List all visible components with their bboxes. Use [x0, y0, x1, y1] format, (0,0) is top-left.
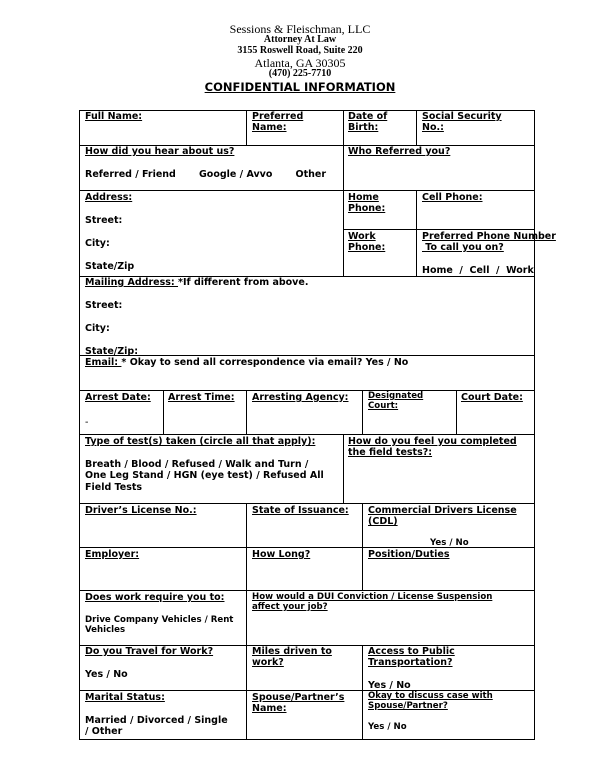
attorney-title: Attorney At Law [263, 34, 337, 45]
discuss-case-yes-no[interactable]: Yes / No [368, 722, 407, 732]
mailing-address-title: Mailing Address: [85, 277, 179, 288]
preferred-phone-options[interactable]: Home / Cell / Work [422, 265, 534, 276]
ssn-label-2: No.: [422, 122, 444, 133]
spouse-name-label-2: Name: [252, 703, 287, 714]
hear-about-options[interactable]: Referred / Friend Google / Avvo Other [85, 169, 327, 180]
arrest-date-dash: - [85, 417, 89, 428]
full-name-label: Full Name: [85, 111, 143, 122]
marital-options-2[interactable]: / Other [85, 726, 123, 737]
preferred-name-label-1: Preferred [252, 111, 304, 122]
firm-address: 3155 Roswell Road, Suite 220 [237, 45, 363, 56]
mailing-street-label: Street: [85, 300, 123, 311]
travel-work-label: Do you Travel for Work? [85, 646, 214, 657]
discuss-case-label-2: Spouse/Partner? [368, 701, 448, 711]
firm-city: Atlanta, GA 30305 [254, 56, 346, 70]
field-tests-feel-2: the field tests?: [348, 447, 433, 458]
street-label: Street: [85, 215, 123, 226]
state-issuance-label: State of Issuance: [252, 505, 349, 516]
dui-affect-job-2: affect your job? [252, 602, 328, 612]
arresting-agency-label: Arresting Agency: [252, 392, 349, 403]
preferred-phone-label-2: To call you on? [422, 242, 504, 253]
ssn-label-1: Social Security [422, 111, 502, 122]
hear-about-label: How did you hear about us? [85, 146, 235, 157]
email-consent[interactable]: * Okay to send all correspondence via email? Yes / No [121, 357, 409, 368]
state-zip-label: State/Zip [85, 261, 135, 272]
drivers-license-label: Driver’s License No.: [85, 505, 197, 516]
arrest-date-label: Arrest Date: [85, 392, 151, 403]
designated-court-label-1: Designated [368, 391, 424, 401]
city-label: City: [85, 238, 110, 249]
mailing-address-note: *If different from above. [178, 277, 309, 288]
work-require-label: Does work require you to: [85, 592, 225, 603]
cdl-label-1: Commercial Drivers License [368, 505, 517, 516]
firm-phone: (470) 225-7710 [268, 68, 332, 79]
home-phone-label-1: Home [348, 192, 379, 203]
preferred-phone-label-1: Preferred Phone Number [422, 231, 556, 242]
email-label: Email: [85, 357, 122, 368]
work-phone-label-2: Phone: [348, 242, 386, 253]
work-require-options-1[interactable]: Drive Company Vehicles / Rent [85, 615, 234, 625]
cdl-yes-no[interactable]: Yes / No [430, 538, 469, 548]
tests-options-2[interactable]: One Leg Stand / HGN (eye test) / Refused All [85, 470, 324, 481]
work-phone-label-1: Work [348, 231, 376, 242]
tests-label: Type of test(s) taken (circle all that apply): [85, 436, 316, 447]
discuss-case-label-1: Okay to discuss case with [368, 691, 493, 701]
work-require-options-2[interactable]: Vehicles [85, 625, 126, 635]
cell-phone-label: Cell Phone: [422, 192, 483, 203]
public-transport-label-1: Access to Public [368, 646, 455, 657]
arrest-time-label: Arrest Time: [168, 392, 235, 403]
employer-label: Employer: [85, 549, 140, 560]
mailing-state-zip-label: State/Zip: [85, 346, 138, 357]
court-date-label: Court Date: [461, 392, 523, 403]
designated-court-label-2: Court: [368, 401, 399, 411]
mailing-city-label: City: [85, 323, 110, 334]
who-referred-label: Who Referred you? [348, 146, 451, 157]
address-label: Address: [85, 192, 133, 203]
tests-options-1[interactable]: Breath / Blood / Refused / Walk and Turn / [85, 459, 309, 470]
public-transport-yes-no[interactable]: Yes / No [368, 680, 411, 691]
email-row [85, 357, 408, 368]
dob-label-2: Birth: [348, 122, 379, 133]
position-duties-label: Position/Duties [368, 549, 450, 560]
miles-driven-label-1: Miles driven to [252, 646, 332, 657]
form-title: CONFIDENTIAL INFORMATION [204, 80, 396, 94]
preferred-name-label-2: Name: [252, 122, 287, 133]
public-transport-label-2: Transportation? [368, 657, 453, 668]
travel-yes-no[interactable]: Yes / No [85, 669, 128, 680]
cdl-label-2: (CDL) [368, 516, 398, 527]
home-phone-label-2: Phone: [348, 203, 386, 214]
mailing-address-label [85, 277, 308, 288]
spouse-name-label-1: Spouse/Partner’s [252, 692, 345, 703]
field-tests-feel-1: How do you feel you completed [348, 436, 517, 447]
miles-driven-label-2: work? [252, 657, 284, 668]
firm-name: Sessions & Fleischman, LLC [229, 22, 371, 36]
marital-options-1[interactable]: Married / Divorced / Single [85, 715, 228, 726]
dob-label-1: Date of [348, 111, 388, 122]
tests-options-3[interactable]: Field Tests [85, 482, 143, 493]
marital-status-label: Marital Status: [85, 692, 165, 703]
dui-affect-job-1: How would a DUI Conviction / License Suspension [252, 592, 493, 602]
how-long-label: How Long? [252, 549, 311, 560]
